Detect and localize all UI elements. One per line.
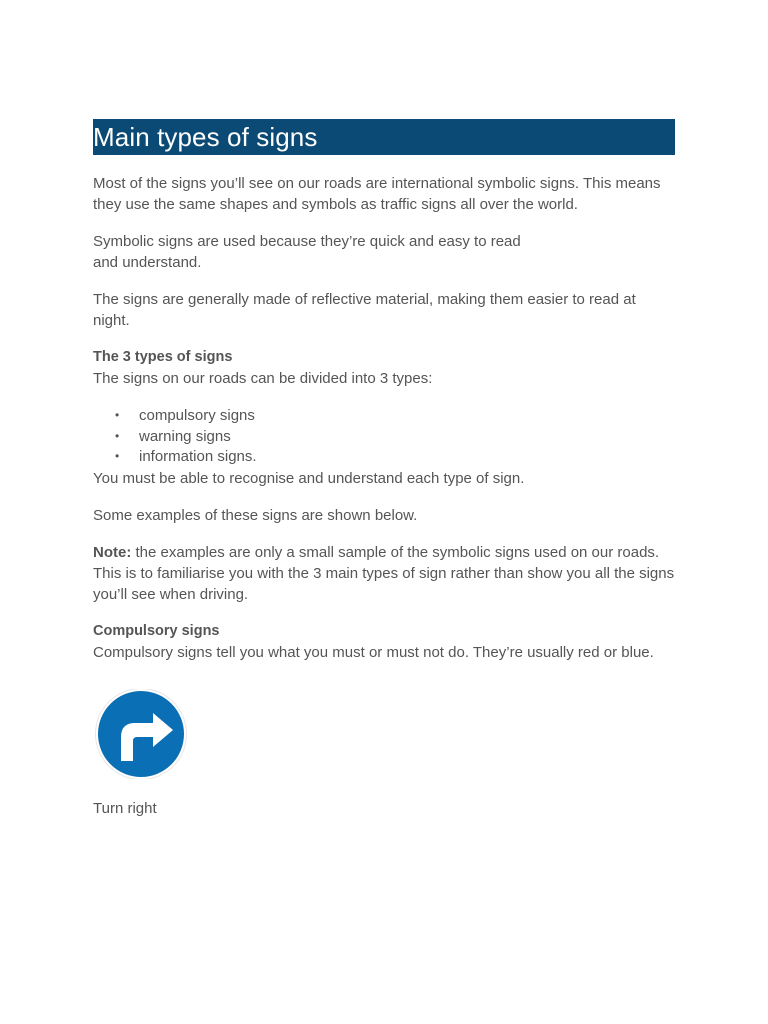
page-title: Main types of signs [93, 122, 318, 152]
paragraph-recognise: You must be able to recognise and understand each type of sign. [93, 469, 525, 487]
note-label: Note: [93, 543, 132, 561]
paragraph-reflective-material: The signs are generally made of reflective material, making them easier to read at night. [93, 291, 636, 329]
list-item [93, 406, 675, 427]
paragraph-note [93, 542, 675, 605]
types-list [93, 406, 675, 468]
paragraph-symbolic-signs-line1: Symbolic signs are used because they’re quick and easy to read [93, 233, 521, 250]
list-item-label: compulsory signs [139, 407, 255, 424]
paragraph-international-signs: Most of the signs you’ll see on our roads are international symbolic signs. This means they use the same shapes and symbols as traffic signs all over the world. [93, 175, 661, 213]
list-item [93, 427, 675, 448]
compulsory-heading: Compulsory signs [93, 622, 220, 639]
bullet-icon: • [115, 428, 120, 443]
note-text: the examples are only a small sample of the symbolic signs used on our roads. This is to familiarise you with the 3 main types of sign rather than show you all the signs you’ll see when driving. [93, 543, 675, 603]
paragraph-symbolic-signs-line2: and understand. [93, 254, 202, 271]
sign-caption: Turn right [93, 799, 157, 817]
bullet-icon: • [115, 408, 120, 422]
types-heading: The 3 types of signs [93, 349, 233, 365]
paragraph-symbolic-signs [93, 231, 675, 273]
list-item-label: information signs. [139, 448, 257, 465]
paragraph-examples: Some examples of these signs are shown below. [93, 506, 418, 524]
document-page [93, 119, 675, 819]
turn-right-sign-icon [93, 689, 189, 779]
compulsory-description: Compulsory signs tell you what you must or must not do. They’re usually red or blue. [93, 643, 654, 661]
list-item [93, 447, 675, 468]
bullet-icon: • [115, 449, 120, 463]
types-intro: The signs on our roads can be divided into 3 types: [93, 370, 433, 387]
title-bar [93, 119, 675, 155]
list-item-label: warning signs [139, 427, 231, 445]
